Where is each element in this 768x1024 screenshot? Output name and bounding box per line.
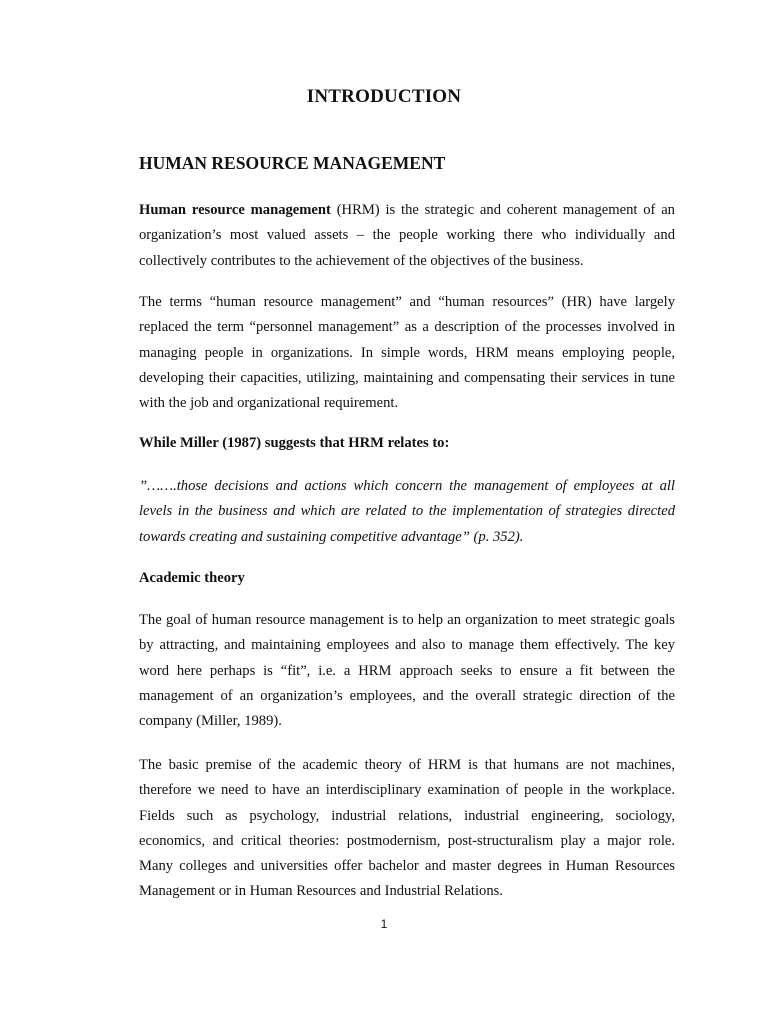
miller-heading: While Miller (1987) suggests that HRM relates to: — [139, 435, 450, 451]
miller-quote: ”…….those decisions and actions which concern the management of employees at all levels in the business and which are related to the implementation of strategies directed towards creating and sustaining competitive advantage” (p. 352). — [139, 478, 675, 545]
paragraph-hrm-definition — [139, 198, 675, 274]
academic-theory-heading: Academic theory — [139, 570, 245, 586]
paragraph-terms: The terms “human resource management” and “human resources” (HR) have largely replaced the term “personnel management” as a description of the processes involved in managing people in organizations. In simple words, HRM means employing people, developing their capacities, utilizing, maintaining and compensating their services in tune with the job and organizational requirement. — [139, 294, 675, 412]
paragraph-premise: The basic premise of the academic theory of HRM is that humans are not machines, therefore we need to have an interdisciplinary examination of people in the workplace. Fields such as psychology, industrial relations, industrial engineering, sociology, economics, and critical theories: postmodernism, post-structuralism play a major role. Many colleges and universities offer bachelor and master degrees in Human Resources Management or in Human Resources and Industrial Relations. — [139, 757, 675, 900]
paragraph-goal: The goal of human resource management is to help an organization to meet strategic goals by attracting, and maintaining employees and also to manage them effectively. The key word here perhaps is “fit”, i.e. a HRM approach seeks to ensure a fit between the management of an organization’s employees, and the overall strategic direction of the company (Miller, 1989). — [139, 612, 675, 730]
bold-term: Human resource management — [139, 202, 331, 218]
paragraph-text: (HRM) is the strategic and coherent management of an organization’s most valued assets – the people working there who individually and collectively contributes to the achievement of the objectives of the business. — [139, 202, 675, 269]
section-heading: HUMAN RESOURCE MANAGEMENT — [139, 153, 446, 173]
page-title: INTRODUCTION — [306, 86, 462, 107]
page-number: 1 — [380, 917, 388, 931]
